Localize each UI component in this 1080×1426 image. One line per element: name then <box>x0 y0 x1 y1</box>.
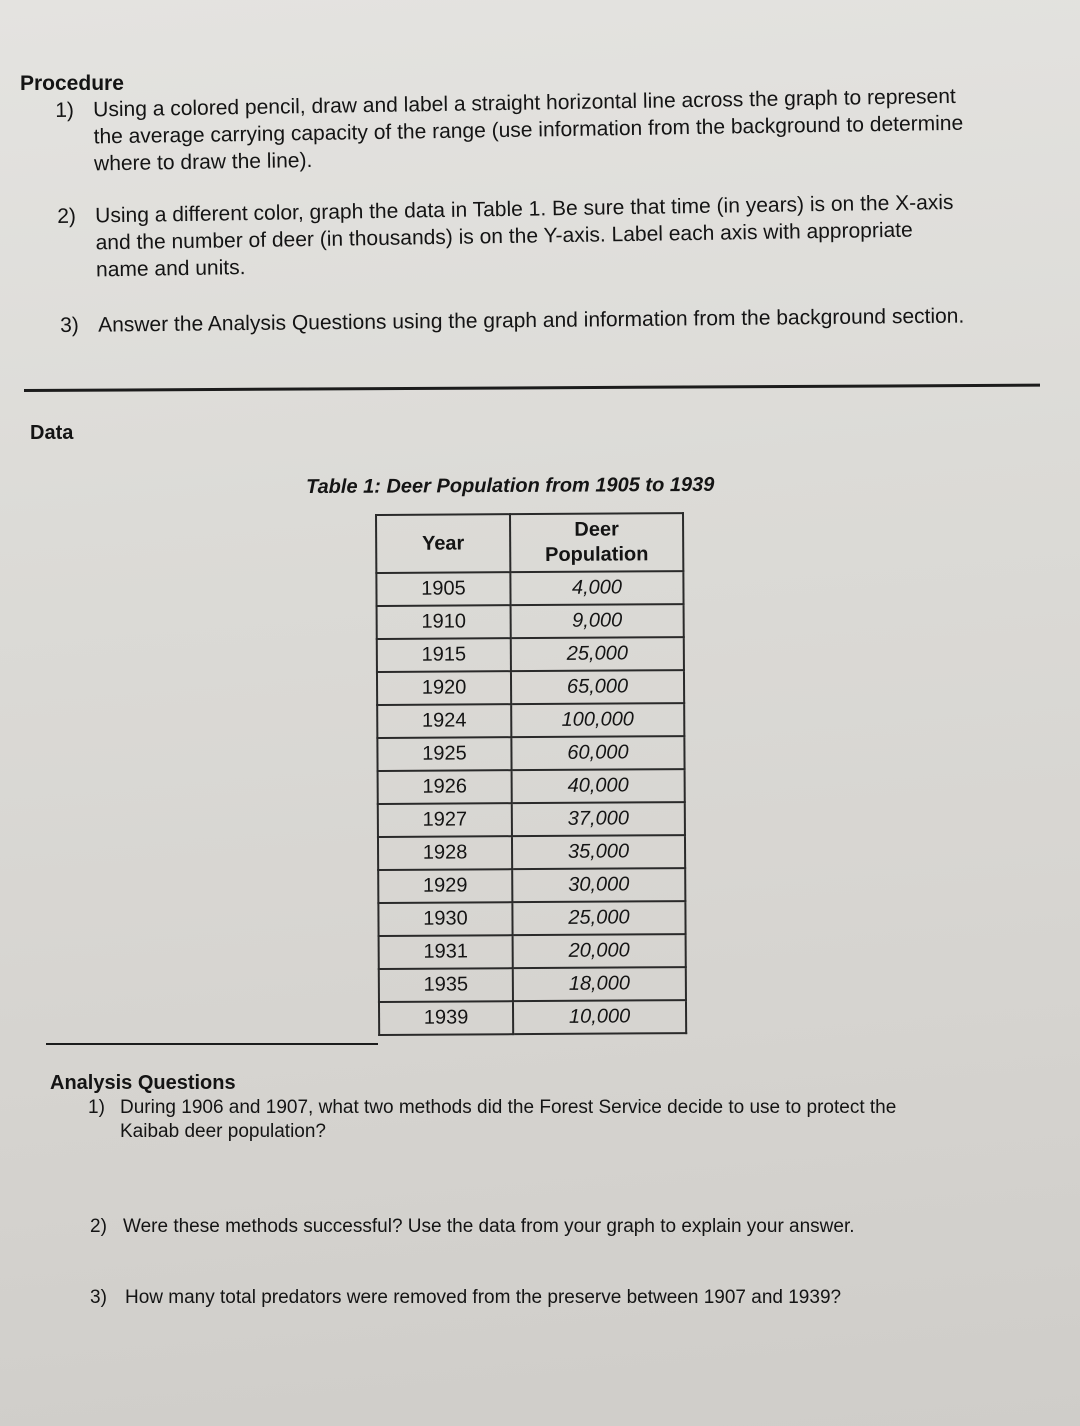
analysis-question-2 <box>90 1215 1050 1239</box>
population-cell: 18,000 <box>513 967 686 1001</box>
table-row <box>377 703 684 738</box>
year-cell: 1935 <box>379 968 513 1002</box>
table-row <box>378 802 685 837</box>
table-row <box>379 1000 686 1035</box>
population-cell: 20,000 <box>513 934 686 968</box>
table-row <box>377 736 684 771</box>
year-cell: 1927 <box>378 803 512 837</box>
year-cell: 1910 <box>377 605 511 639</box>
table-header-row <box>376 513 683 573</box>
population-cell: 37,000 <box>512 802 685 836</box>
deer-population-table <box>375 512 687 1036</box>
step-line: where to draw the line). <box>93 148 313 176</box>
year-cell: 1926 <box>378 770 512 804</box>
year-cell: 1920 <box>377 671 511 705</box>
population-cell: 65,000 <box>511 670 684 704</box>
population-cell: 60,000 <box>511 736 684 770</box>
question-line: During 1906 and 1907, what two methods did the Forest Service decide to use to protect the <box>120 1097 897 1118</box>
step-line: Using a different color, graph the data in Table 1. Be sure that time (in years) is on the X-axis <box>95 190 954 228</box>
table-row <box>376 571 683 606</box>
procedure-step-2 <box>57 187 1048 284</box>
population-cell: 100,000 <box>511 703 684 737</box>
year-cell: 1928 <box>378 836 512 870</box>
population-cell: 40,000 <box>512 769 685 803</box>
year-cell: 1930 <box>378 902 512 936</box>
step-number: 1) <box>55 98 75 122</box>
table-row <box>378 868 685 903</box>
question-number: 2) <box>90 1216 107 1237</box>
year-cell: 1925 <box>377 737 511 771</box>
population-cell: 4,000 <box>510 571 683 605</box>
step-line: the average carrying capacity of the range (use information from the background to determine <box>93 111 964 149</box>
question-line: Kaibab deer population? <box>120 1121 327 1142</box>
step-line: Using a colored pencil, draw and label a straight horizontal line across the graph to represent <box>93 84 956 122</box>
step-line: name and units. <box>95 256 246 282</box>
table-row <box>379 967 686 1002</box>
data-heading: Data <box>30 422 74 444</box>
table-row <box>378 901 685 936</box>
year-cell: 1905 <box>376 572 510 606</box>
question-number: 1) <box>88 1097 105 1118</box>
population-cell: 9,000 <box>511 604 684 638</box>
table-row <box>378 835 685 870</box>
table-row <box>377 637 684 672</box>
step-number: 2) <box>57 204 77 228</box>
question-line: Were these methods successful? Use the data from your graph to explain your answer. <box>123 1216 855 1237</box>
year-cell: 1939 <box>379 1001 513 1035</box>
analysis-divider <box>46 1043 378 1045</box>
year-cell: 1931 <box>379 935 513 969</box>
population-cell: 25,000 <box>511 637 684 671</box>
procedure-step-3 <box>60 302 1050 339</box>
population-cell: 30,000 <box>512 868 685 902</box>
population-cell: 25,000 <box>512 901 685 935</box>
year-cell: 1924 <box>377 704 511 738</box>
table-caption: Table 1: Deer Population from 1905 to 1939 <box>306 473 715 498</box>
question-number: 3) <box>90 1287 107 1308</box>
step-line: Answer the Analysis Questions using the graph and information from the background section. <box>98 304 965 337</box>
step-number: 3) <box>60 313 79 337</box>
year-cell: 1915 <box>377 638 511 672</box>
analysis-question-1 <box>88 1096 1048 1144</box>
step-line: and the number of deer (in thousands) is on the Y-axis. Label each axis with appropriate <box>95 218 913 255</box>
question-line: How many total predators were removed from the preserve between 1907 and 1939? <box>125 1287 842 1308</box>
column-header-year: Year <box>376 514 510 573</box>
population-cell: 10,000 <box>513 1000 686 1034</box>
analysis-heading: Analysis Questions <box>50 1072 236 1094</box>
population-cell: 35,000 <box>512 835 685 869</box>
table-row <box>377 670 684 705</box>
table-row <box>379 934 686 969</box>
table-row <box>378 769 685 804</box>
procedure-heading: Procedure <box>20 72 124 95</box>
analysis-question-3 <box>90 1286 1050 1310</box>
procedure-step-1 <box>55 81 1046 178</box>
table-row <box>377 604 684 639</box>
year-cell: 1929 <box>378 869 512 903</box>
column-header-deer-population: Deer Population <box>510 513 683 572</box>
section-divider <box>24 384 1040 392</box>
